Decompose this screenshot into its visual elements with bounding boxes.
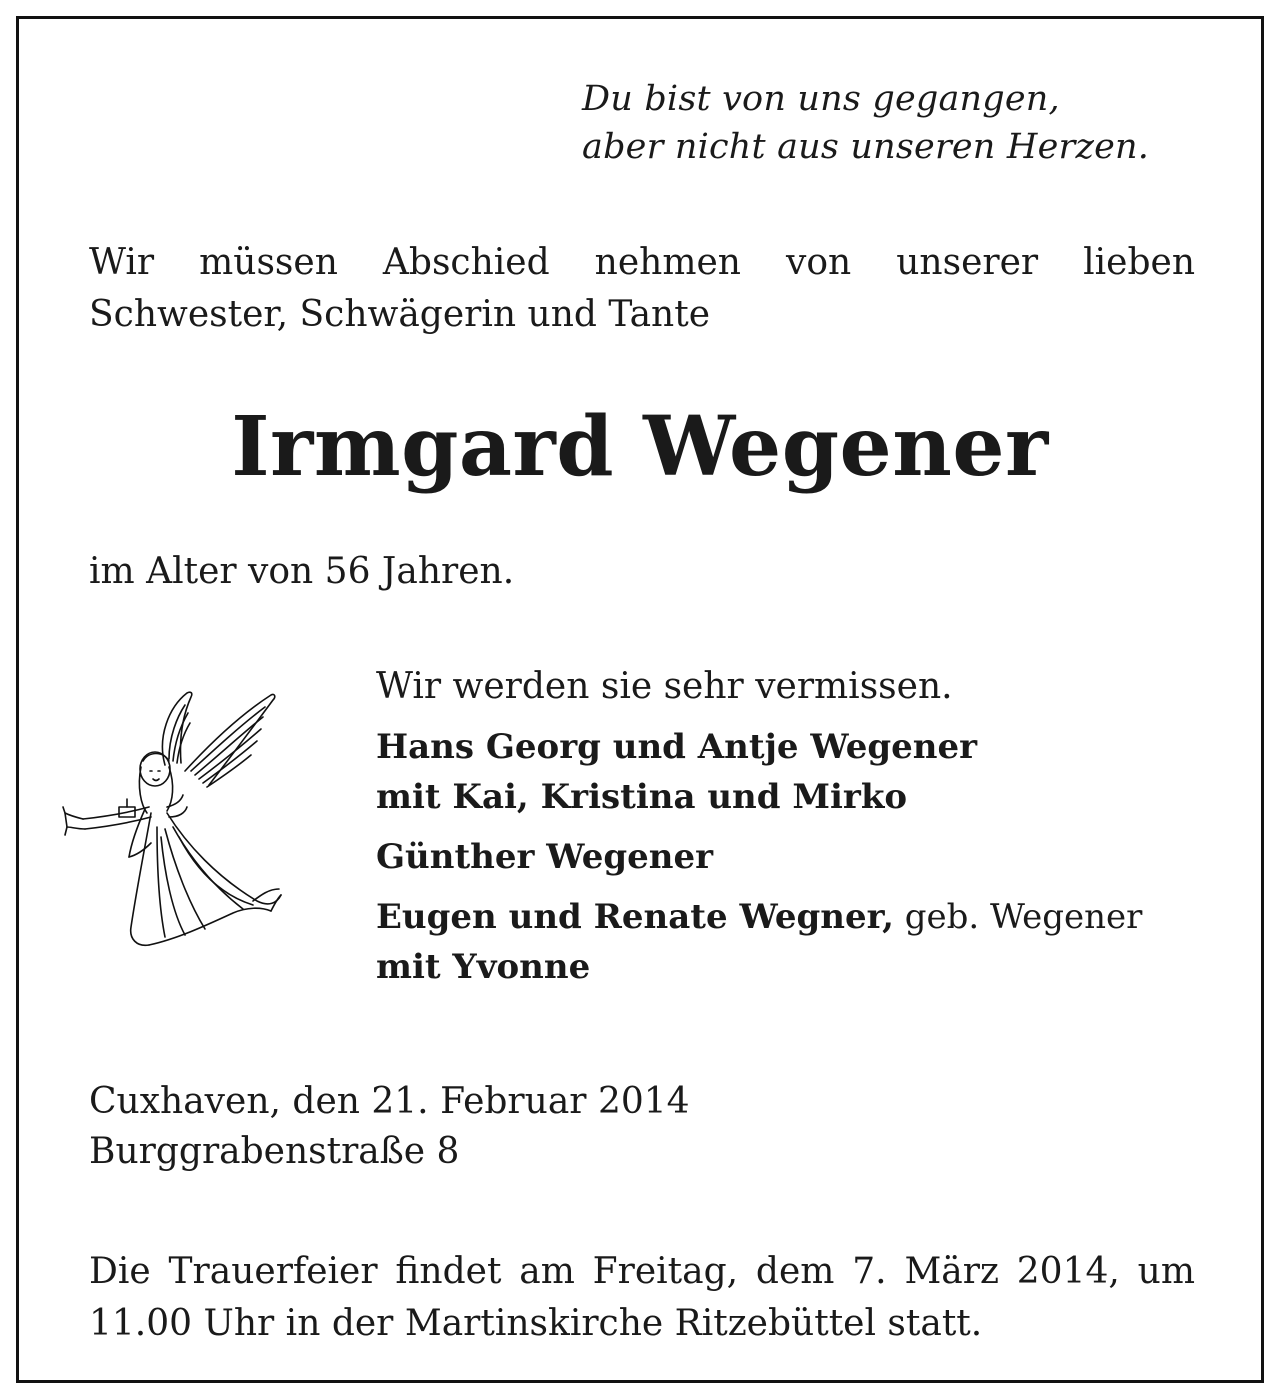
place-and-date <box>89 1077 690 1177</box>
motto-line-2: aber nicht aus unseren Herzen. <box>582 127 1150 167</box>
mourner-group-3 <box>376 892 1196 992</box>
intro-line-1: Wir müssen Abschied nehmen von unserer lieben <box>89 242 1195 283</box>
motto-line-1: Du bist von uns gegangen, <box>582 79 1060 119</box>
mourner-group-1 <box>376 722 1196 822</box>
mourner-group-3-maiden-name: geb. Wegener <box>893 897 1143 937</box>
mourner-group-3-line-1 <box>376 892 1196 942</box>
mourner-group-1-line-2: mit Kai, Kristina und Mirko <box>376 777 908 817</box>
deceased-name: Irmgard Wegener <box>231 399 1049 495</box>
angel-icon <box>57 667 297 967</box>
mourner-group-3-line-2: mit Yvonne <box>376 947 591 987</box>
mourner-group-1-line-1: Hans Georg und Antje Wegener <box>376 727 978 767</box>
mourner-group-3-names: Eugen und Renate Wegner, <box>376 897 894 937</box>
funeral-info <box>89 1246 1195 1350</box>
funeral-line-1: Die Trauerfeier findet am Freitag, dem 7. März 2014, um <box>89 1251 1195 1292</box>
funeral-line-2: 11.00 Uhr in der Martinskirche Ritzebüttel statt. <box>89 1303 983 1344</box>
closing-phrase: Wir werden sie sehr vermissen. <box>376 666 953 707</box>
age-text: im Alter von 56 Jahren. <box>89 551 515 592</box>
mourner-group-2 <box>376 832 1196 882</box>
date-line: Cuxhaven, den 21. Februar 2014 <box>89 1081 690 1122</box>
intro-text <box>89 237 1195 341</box>
obituary-notice <box>16 16 1264 1383</box>
motto-quote <box>582 75 1222 171</box>
mourner-group-2-line-1: Günther Wegener <box>376 837 713 877</box>
mourners-block <box>376 662 1196 992</box>
address-line: Burggrabenstraße 8 <box>89 1131 460 1172</box>
intro-line-2: Schwester, Schwägerin und Tante <box>89 294 710 335</box>
